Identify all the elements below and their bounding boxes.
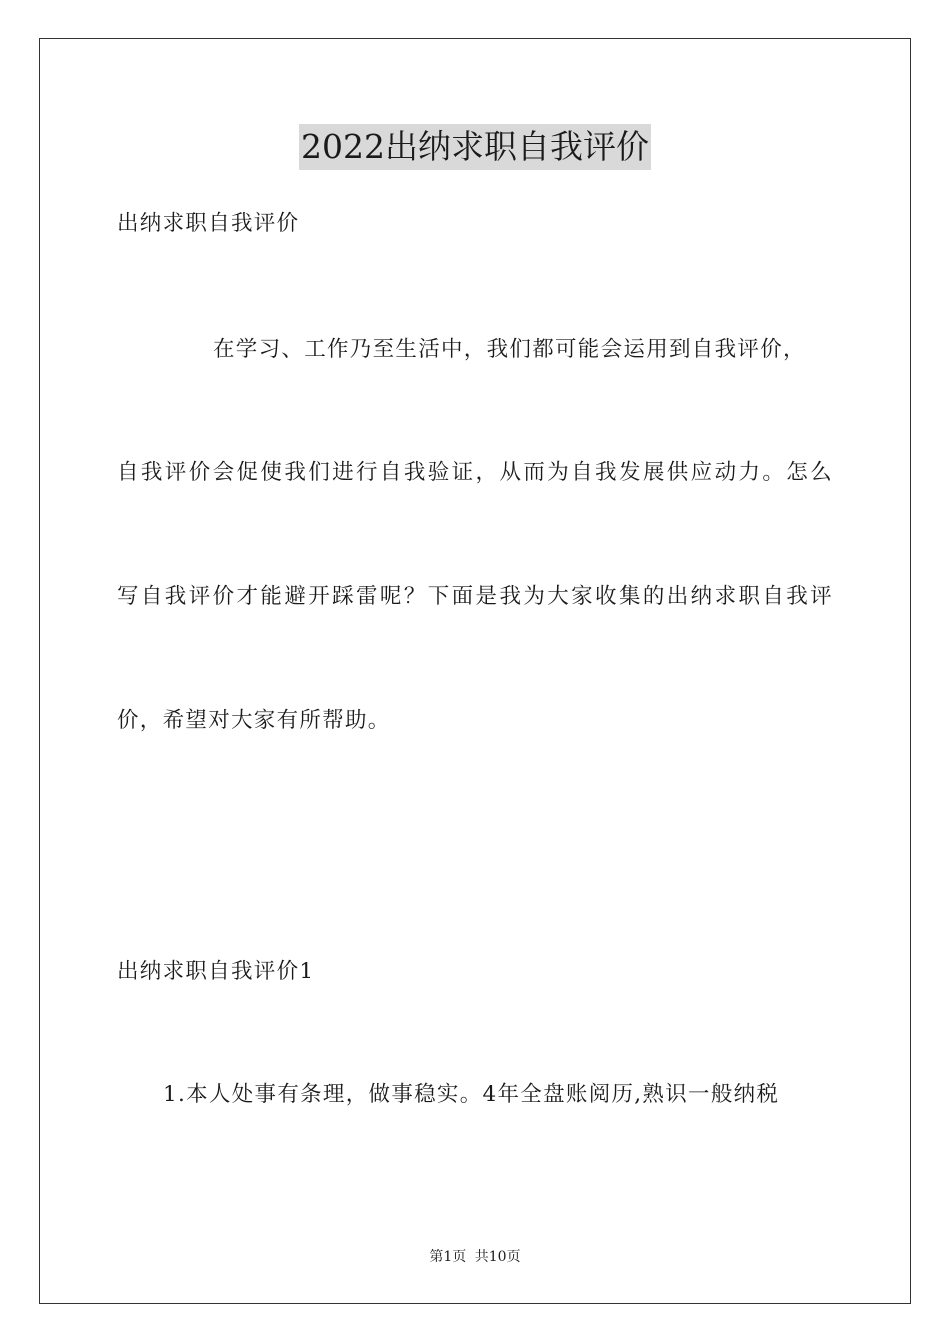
item-line-1: 1.本人处事有条理，做事稳实。4年全盘账阅历,熟识一般纳税 <box>163 1082 780 1107</box>
document-title: 2022出纳求职自我评价 <box>299 124 651 170</box>
intro-line-3: 写自我评价才能避开踩雷呢？下面是我为大家收集的出纳求职自我评 <box>117 584 833 609</box>
intro-line-1: 在学习、工作乃至生活中，我们都可能会运用到自我评价， <box>213 337 806 362</box>
page-number: 第1页 <box>429 1249 467 1265</box>
title-container <box>0 124 950 170</box>
intro-line-4: 价，希望对大家有所帮助。 <box>117 708 391 733</box>
document-subtitle: 出纳求职自我评价 <box>117 211 300 236</box>
section-heading: 出纳求职自我评价1 <box>117 959 315 984</box>
page-total: 共10页 <box>474 1249 521 1265</box>
intro-line-2: 自我评价会促使我们进行自我验证，从而为自我发展供应动力。怎么 <box>117 460 833 485</box>
page-footer <box>0 1247 950 1267</box>
